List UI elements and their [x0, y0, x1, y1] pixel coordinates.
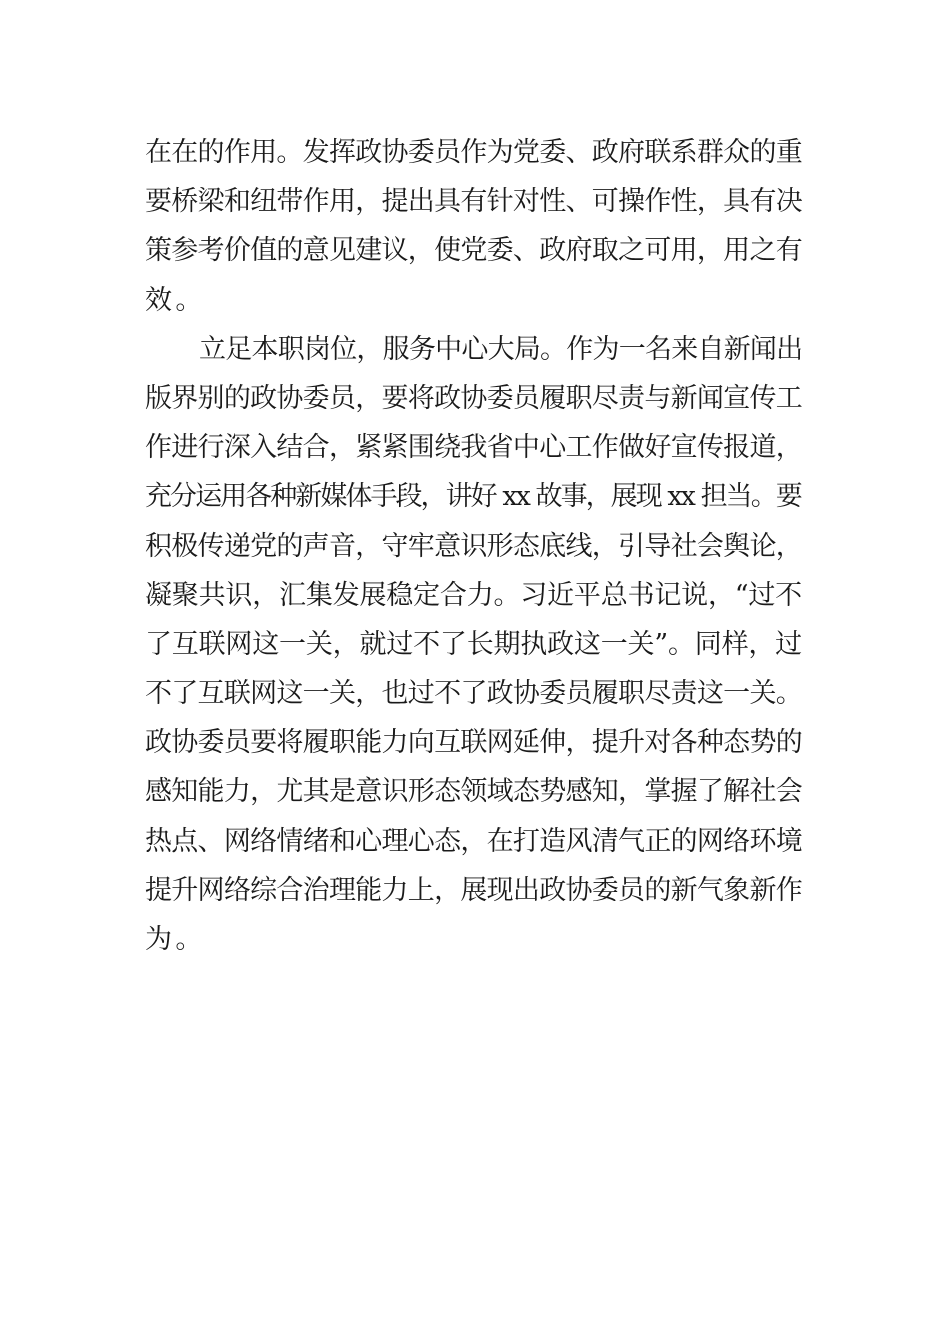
text-line: 要桥梁和纽带作用，提出具有针对性、可操作性，具有决: [145, 186, 802, 218]
text-line: 效。: [145, 284, 206, 316]
text-line: 了互联网这一关，就过不了长期执政这一关”。同样，过: [145, 628, 802, 660]
text-line: 策参考价值的意见建议，使党委、政府取之可用，用之有: [145, 235, 802, 267]
paragraph-2: [145, 325, 807, 964]
text-line: 版界别的政协委员，要将政协委员履职尽责与新闻宣传工: [145, 382, 802, 414]
text-line: 凝聚共识，汇集发展稳定合力。习近平总书记说，“过不: [145, 579, 802, 611]
text-line: 在在的作用。发挥政协委员作为党委、政府联系群众的重: [145, 137, 802, 168]
text-line: 作进行深入结合，紧紧围绕我省中心工作做好宣传报道，: [145, 432, 802, 464]
text-line: 立足本职岗位，服务中心大局。作为一名来自新闻出: [199, 333, 803, 365]
text-line: 充分运用各种新媒体手段，讲好 xx 故事，展现 xx 担当。要: [145, 481, 801, 513]
text-line: 为。: [145, 924, 206, 955]
text-line: 积极传递党的声音，守牢意识形态底线，引导社会舆论，: [145, 530, 802, 562]
text-line: 热点、网络情绪和心理心态，在打造风清气正的网络环境: [145, 825, 802, 857]
text-line: 不了互联网这一关，也过不了政协委员履职尽责这一关。: [145, 678, 802, 710]
text-line: 政协委员要将履职能力向互联网延伸，提升对各种态势的: [145, 727, 802, 759]
text-line: 感知能力，尤其是意识形态领域态势感知，掌握了解社会: [145, 776, 802, 808]
text-line: 提升网络综合治理能力上，展现出政协委员的新气象新作: [145, 874, 802, 906]
document-body: [145, 128, 807, 964]
paragraph-1: [145, 128, 807, 325]
